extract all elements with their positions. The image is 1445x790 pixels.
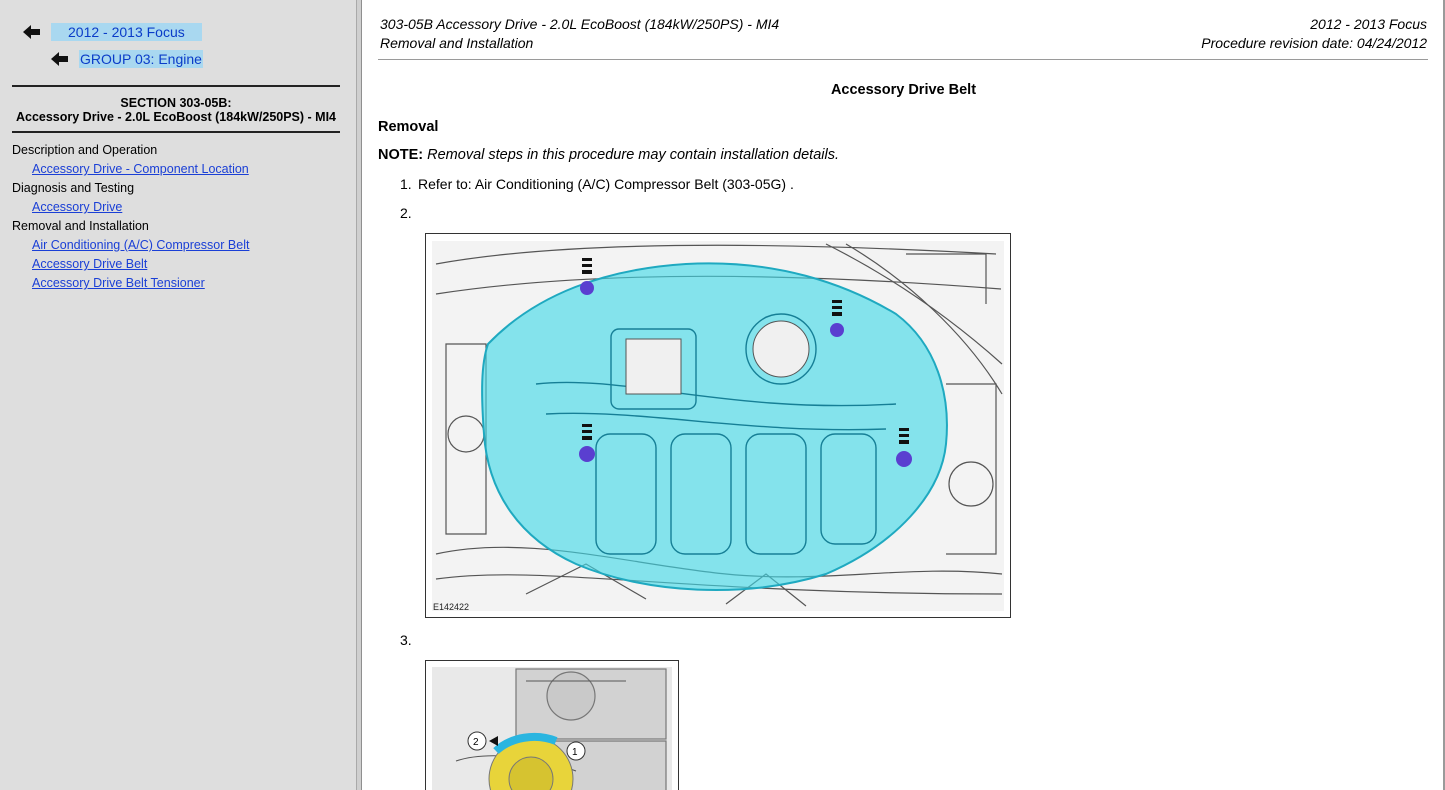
revision-date: Procedure revision date: 04/24/2012 [1201, 35, 1427, 51]
step-number: 1. [400, 176, 412, 192]
engine-cover-drawing [426, 234, 1010, 617]
section-name: Accessory Drive - 2.0L EcoBoost (184kW/250PS) - MI4 [15, 110, 337, 124]
belt-tensioner-illustration [425, 660, 679, 790]
back-arrow-icon[interactable] [23, 25, 41, 39]
page-title: Accessory Drive Belt [830, 82, 977, 98]
section-header-title: 303-05B Accessory Drive - 2.0L EcoBoost (184kW/250PS) - MI4 [380, 16, 780, 32]
content-pane [362, 0, 1445, 790]
toc-link-accessory-drive-belt[interactable]: Accessory Drive Belt [32, 257, 148, 271]
callout-2: 2 [473, 737, 479, 748]
callout-1: 1 [572, 747, 578, 758]
toc-heading-description: Description and Operation [12, 143, 158, 157]
document-header-left [380, 15, 779, 53]
step-1-text [418, 176, 794, 192]
step-number: 2. [400, 205, 412, 221]
toc-link-belt-tensioner[interactable]: Accessory Drive Belt Tensioner [32, 276, 205, 290]
belt-tensioner-drawing [426, 661, 678, 790]
toc-heading-diagnosis: Diagnosis and Testing [12, 181, 135, 195]
model-year-link[interactable]: 2012 - 2013 Focus [51, 23, 202, 41]
table-of-contents [12, 141, 352, 293]
navigation-pane [0, 0, 356, 790]
section-header-subtitle: Removal and Installation [380, 35, 534, 51]
note [378, 147, 839, 163]
divider [12, 85, 340, 87]
toc-link-ac-compressor-belt[interactable]: Air Conditioning (A/C) Compressor Belt [32, 238, 250, 252]
note-label: NOTE: [378, 147, 424, 163]
back-arrow-icon[interactable] [51, 52, 69, 66]
vehicle-model-year: 2012 - 2013 Focus [1310, 16, 1427, 32]
document-header-right [1201, 15, 1427, 53]
group-engine-link[interactable]: GROUP 03: Engine [80, 51, 202, 67]
figure-id: E142422 [433, 602, 470, 612]
step-1-prefix: Refer to: [418, 176, 472, 192]
toc-heading-removal: Removal and Installation [12, 219, 149, 233]
section-title [12, 96, 340, 124]
section-number: SECTION 303-05B: [120, 96, 232, 110]
toc-link-accessory-drive[interactable]: Accessory Drive [32, 200, 123, 214]
step-number: 3. [400, 632, 412, 648]
engine-cover-illustration [425, 233, 1011, 618]
removal-heading: Removal [378, 119, 439, 135]
toc-link-component-location[interactable]: Accessory Drive - Component Location [32, 162, 249, 176]
ac-compressor-belt-reference-link[interactable]: Air Conditioning (A/C) Compressor Belt [474, 176, 719, 192]
header-divider [378, 59, 1428, 60]
step-1-suffix: (303-05G) . [722, 176, 794, 192]
note-text: Removal steps in this procedure may contain installation details. [427, 147, 839, 163]
divider [12, 131, 340, 133]
